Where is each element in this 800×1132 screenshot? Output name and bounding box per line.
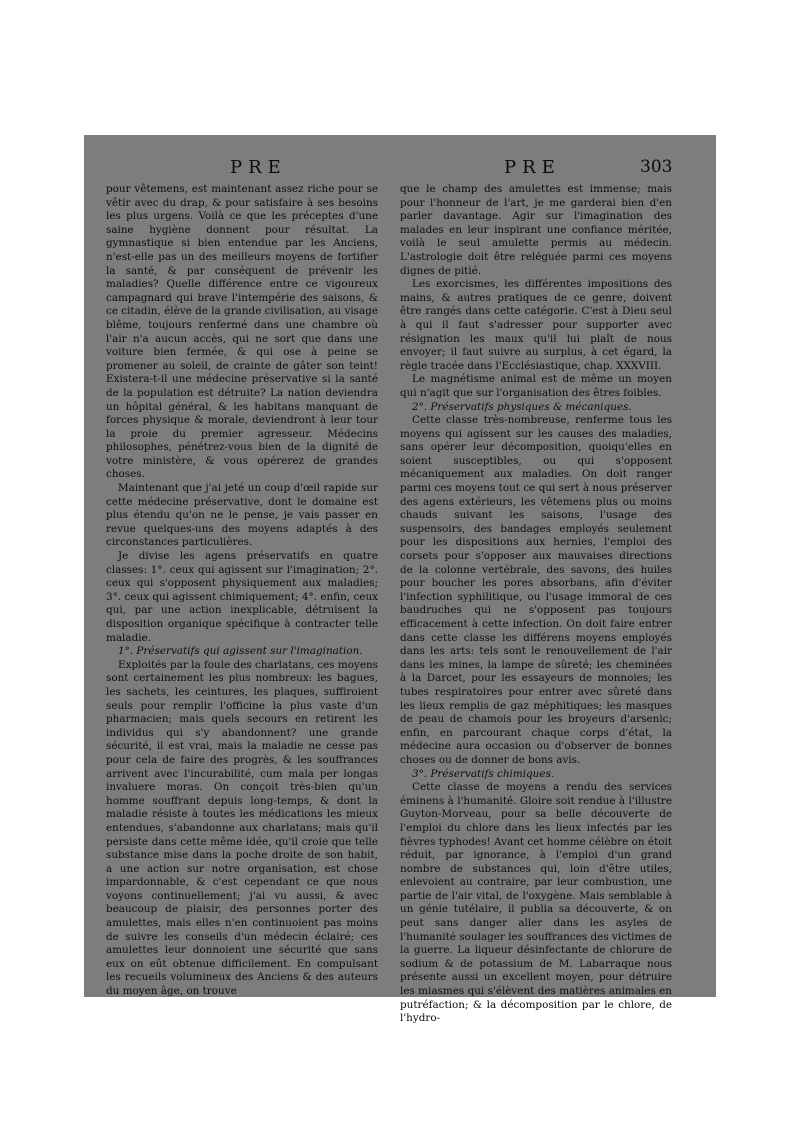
section-heading: 2°. Préservatifs physiques & mécaniques. (412, 400, 632, 413)
paragraph: Maintenant que j'ai jeté un coup d'œil rapide sur cette médecine préservative, dont le domaine est plus étendu qu'on ne le pense, je vais passer en revue quelques-uns des moyens adaptés à des circonstances particulières. (106, 482, 378, 549)
paragraph: Exploités par la foule des charlatans, ces moyens sont certainement les plus nombreux: les bagues, les sachets, les ceintures, les plaques, suffiroient seuls pour remplir l'officine la plus vaste d'un pharmacien; mais quels secours en retirent les individus qui s'y abandonnent? une grande sécurité, il est vrai, mais la maladie ne cesse pas pour cela de faire des progrès, & les souffrances arrivent avec l'incurabilité, cum mala per longas invaluere moras. On conçoit très-bien qu'un homme souffrant depuis long-temps, & dont la maladie résiste à toutes les médications les mieux entendues, s'abandonne aux charlatans; mais qu'il persiste dans cette même idée, qu'il croie que telle substance mise dans la poche droite de son habit, a une action sur notre organisation, est chose impardonnable, & c'est cependant ce que nous voyons continuellement; j'ai vu aussi, & avec beaucoup de plaisir, des personnes porter des amulettes, mais elles n'en continuoient pas moins de suivre les conseils d'un médecin éclairé; ces amulettes leur donnoient une sécurité que sans eux on eût obtenue difficilement. En compulsant les recueils volumineux des Anciens & des auteurs du moyen âge, on trouve (106, 658, 378, 998)
paragraph: Cette classe de moyens a rendu des services éminens à l'humanité. Gloire soit rendue à l'illustre Guyton-Morveau, pour sa belle découverte de l'emploi du chlore dans les lieux infectés par les fièvres typhodes! Avant cet homme célèbre on étoit réduit, par ignorance, à l'emploi d'un grand nombre de substances qui, loin d'être utiles, enlevoient au contraire, par leur combustion, une partie de l'air vital, de l'oxygène. Mais semblable à un génie tutélaire, il publia sa découverte, & on peut sans danger aller dans les asyles de l'humanité soulager les souffrances des victimes de la guerre. La liqueur désinfectante de chlorure de sodium & de potassium de M. Labarraque nous présente aussi un excellent moyen, pour détruire les miasmes qui s'élèvent des matières animales en putréfaction; & la décomposition par le chlore, de l'hydro- (400, 781, 672, 1025)
running-title-left: PRE (230, 157, 287, 178)
paragraph: Les exorcismes, les différentes impositions des mains, & autres pratiques de ce genre, doivent être rangés dans cette catégorie. C'est à Dieu seul à qui il faut s'adresser pour supporter avec résignation les maux qu'il lui plaît de nous envoyer; il faut suivre au surplus, à cet égard, la règle tracée dans l'Ecclésiastique, chap. XXXVIII. (400, 278, 672, 372)
paragraph: pour vêtemens, est maintenant assez riche pour se vêtir avec du drap, & pour satisfaire à ses besoins les plus urgens. Voilà ce que les préceptes d'une saine hygiène donnent pour résultat. La gymnastique si bien entendue par les Anciens, n'est-elle pas un des meilleurs moyens de fortifier la santé, & par conséquent de prévenir les maladies? Quelle différence entre ce vigoureux campagnard qui brave l'intempérie des saisons, & ce citadin, élève de la grande civilisation, au visage blême, toujours renfermé dans une chambre où l'air n'a aucun accès, qui ne sort que dans une voiture bien fermée, & qui ose à peine se promener au soleil, de crainte de gâter son teint! Existera-t-il une médecine préservative si la santé de la population est détruite? La nation deviendra un hôpital général, & les habitans manquant de forces physique & morale, deviendront à leur tour la proie du premier agresseur. Médecins philosophes, pénétrez-vous bien de la dignité de votre ministère, & vous opérerez de grandes choses. (106, 183, 378, 481)
paragraph: Je divise les agens préservatifs en quatre classes: 1°. ceux qui agissent sur l'imagination; 2°. ceux qui s'opposent physiquement aux maladies; 3°. ceux qui agissent chimiquement; 4°. enfin, ceux qui, par une action inexplicable, détruisent la disposition organique spécifique à contracter telle maladie. (106, 550, 378, 644)
paragraph: Cette classe très-nombreuse, renferme tous les moyens qui agissent sur les causes des maladies, sans opérer leur décomposition, quoiqu'elles en soient susceptibles, ou qui s'opposent mécaniquement aux maladies. On doit ranger parmi ces moyens tout ce qui sert à nous préserver des agens extérieurs, les vêtemens plus ou moins chauds suivant les saisons, l'usage des suspensoirs, des bandages employés seulement pour les dispositions aux hernies, l'emploi des corsets pour s'opposer aux mauvaises directions de la colonne vertébrale, des savons, des huiles pour boucher les pores absorbans, afin d'éviter l'infection syphilitique, ou l'usage immoral de ces baudruches qui ne s'opposent pas toujours efficacement à cette infection. On doit faire entrer dans cette classe les différens moyens employés dans les arts: tels sont le renouvellement de l'air dans les mines, la lampe de sûreté; les cheminées à la Darcet, pour les essayeurs de monnoies; les tubes respiratoires pour entrer avec sûreté dans les lieux remplis de gaz méphitiques; les masques de peau de chamois pour les broyeurs d'arsenic; enfin, en parcourant chaque corps d'état, la médecine aura occasion ou d'observer de bonnes choses ou de donner de bons avis. (400, 414, 672, 766)
paragraph: que le champ des amulettes est immense; mais pour l'honneur de l'art, je me garderai bien d'en parler davantage. Agir sur l'imagination des malades en leur inspirant une confiance méritée, voilà le seul amulette permis au médecin. L'astrologie doit être reléguée parmi ces moyens dignes de pitié. (400, 183, 672, 277)
running-header (84, 157, 716, 181)
section-heading: 3°. Préservatifs chimiques. (412, 767, 555, 780)
running-title-right: PRE (504, 157, 561, 178)
paragraph: Le magnétisme animal est de même un moyen qui n'agit que sur l'organisation des êtres foibles. (400, 373, 672, 399)
right-column (400, 183, 672, 1025)
section-heading: 1°. Préservatifs qui agissent sur l'imagination. (118, 645, 363, 658)
left-column (106, 183, 378, 998)
page-number: 303 (640, 157, 673, 177)
scanned-page (84, 135, 716, 1025)
